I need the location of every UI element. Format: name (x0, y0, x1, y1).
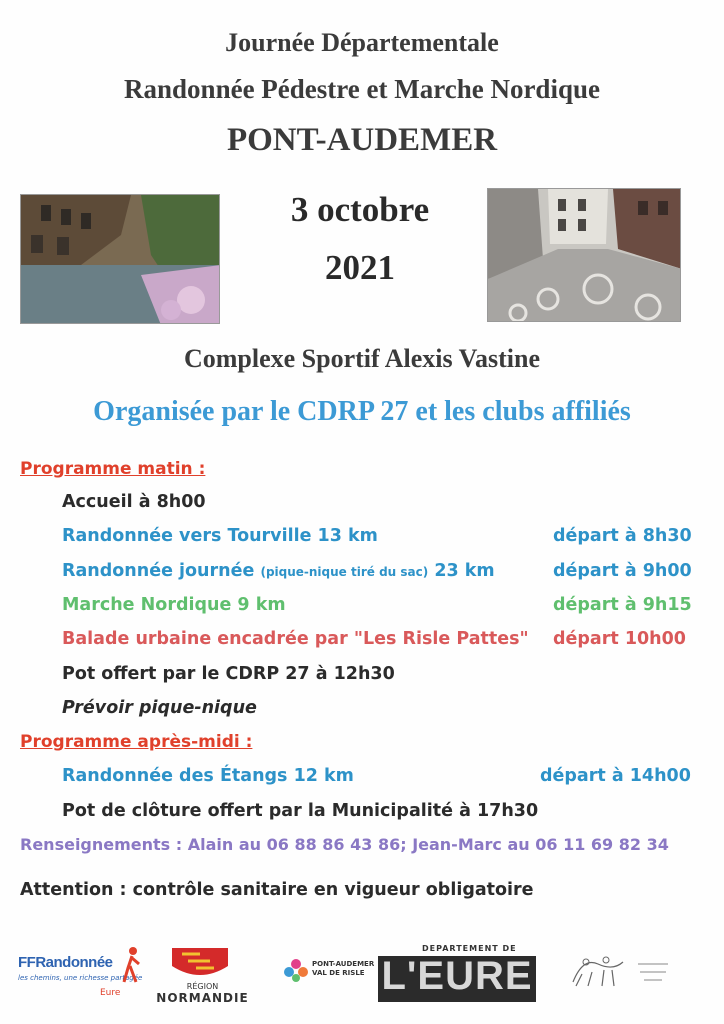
depart-time-tourville: départ à 8h30 (553, 526, 692, 546)
region-normandie-logo: RÉGION NORMANDIE (150, 946, 255, 1006)
city-name: PONT-AUDEMER (226, 122, 498, 158)
day-hike-label: Randonnée journée (62, 561, 261, 581)
depart-time-nordic: départ à 9h15 (553, 595, 692, 615)
event-date: 3 octobre (290, 190, 430, 229)
schedule-item-urban-walk: Balade urbaine encadrée par "Les Risle Pattes" (62, 629, 529, 649)
day-hike-note: (pique-nique tiré du sac) (260, 565, 429, 579)
event-year: 2021 (325, 248, 395, 287)
ffrandonnee-logo: FFRandonnée les chemins, une richesse partagée Eure (18, 946, 143, 1006)
attention-notice: Attention : contrôle sanitaire en vigueur obligatoire (20, 880, 534, 900)
hiker-icon (122, 946, 142, 984)
hikers-sketch-icon (568, 952, 678, 992)
title-line-2: Randonnée Pédestre et Marche Nordique (124, 74, 600, 104)
normandy-lions-icon (170, 946, 230, 980)
depart-time-day-hike: départ à 9h00 (553, 561, 692, 581)
schedule-item-welcome: Accueil à 8h00 (62, 492, 206, 512)
street-photo (487, 188, 681, 322)
pont-audemer-logo: PONT-AUDEMER VAL DE RISLE (282, 950, 362, 996)
schedule-item-nordic: Marche Nordique 9 km (62, 595, 286, 615)
schedule-item-closing: Pot de clôture offert par la Municipalité à 17h30 (62, 801, 539, 821)
organizer-line: Organisée par le CDRP 27 et les clubs affiliés (93, 396, 631, 427)
departement-eure-logo: DEPARTEMENT DE L'EURE (378, 944, 536, 1004)
schedule-item-day-hike (62, 561, 495, 581)
afternoon-heading: Programme après-midi : (20, 732, 253, 752)
venue-name: Complexe Sportif Alexis Vastine (183, 344, 541, 373)
schedule-item-drinks: Pot offert par le CDRP 27 à 12h30 (62, 664, 395, 684)
contact-info: Renseignements : Alain au 06 88 86 43 86; Jean-Marc au 06 11 69 82 34 (20, 835, 669, 854)
depart-time-ponds: départ à 14h00 (540, 766, 691, 786)
club-logo (568, 952, 678, 992)
title-line-1: Journée Départementale (225, 28, 499, 57)
schedule-item-picnic: Prévoir pique-nique (62, 698, 257, 718)
schedule-item-ponds: Randonnée des Étangs 12 km (62, 766, 354, 786)
day-hike-distance: 23 km (428, 561, 495, 581)
morning-heading: Programme matin : (20, 459, 206, 479)
schedule-item-tourville: Randonnée vers Tourville 13 km (62, 526, 378, 546)
canal-photo (20, 194, 220, 324)
flower-icon (282, 956, 310, 984)
depart-time-urban-walk: départ 10h00 (553, 629, 686, 649)
